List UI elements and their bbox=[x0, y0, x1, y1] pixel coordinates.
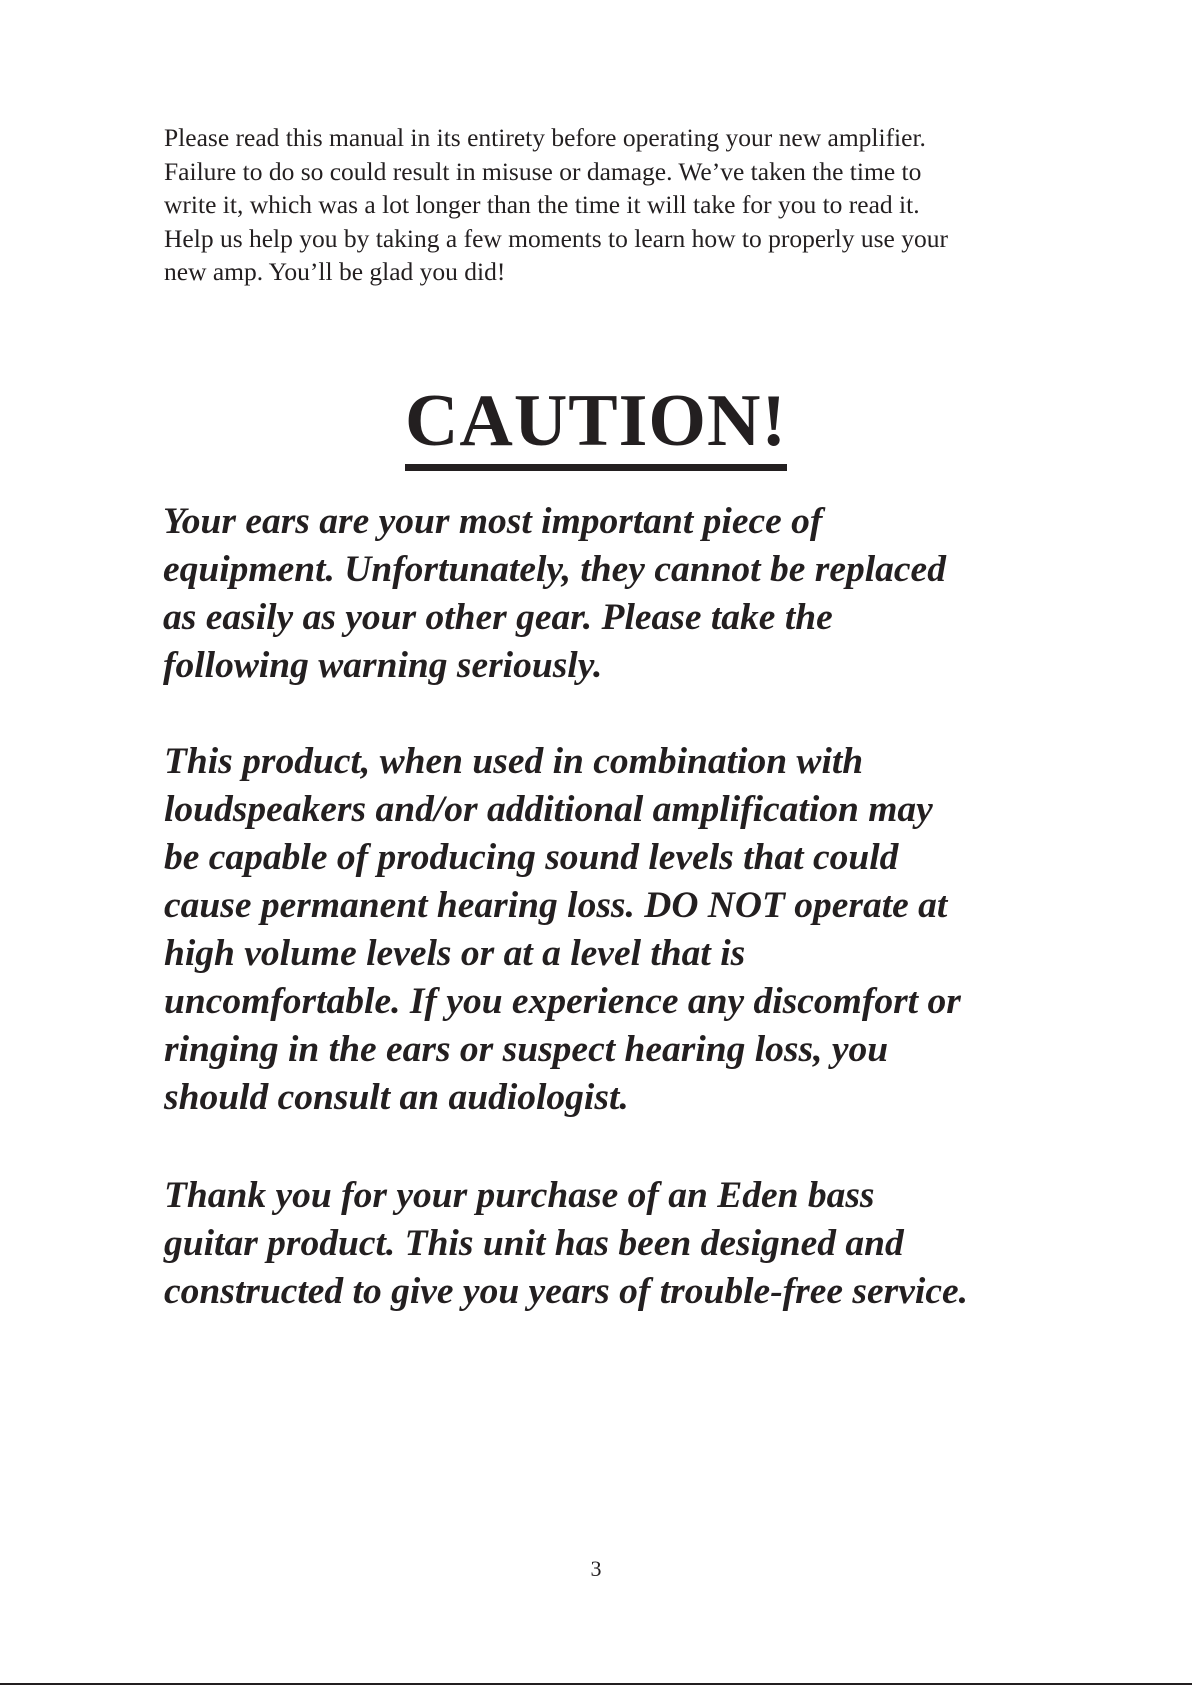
warning-line: constructed to give you years of trouble-free service. bbox=[164, 1271, 968, 1312]
intro-line: Please read this manual in its entirety before operating your new amplifier. bbox=[164, 123, 926, 152]
intro-line: Failure to do so could result in misuse or damage. We’ve taken the time to bbox=[164, 156, 922, 186]
warning-line: uncomfortable. If you experience any discomfort or bbox=[164, 981, 961, 1022]
warning-line: equipment. Unfortunately, they cannot be replaced bbox=[163, 549, 946, 590]
warning-line: be capable of producing sound levels that could bbox=[164, 837, 899, 878]
intro-line: new amp. You’ll be glad you did! bbox=[164, 257, 506, 286]
warning-line: Thank you for your purchase of an Eden bass bbox=[164, 1175, 875, 1216]
caution-heading-wrapper bbox=[0, 380, 1192, 471]
hearing-loss-warning-paragraph bbox=[164, 738, 1044, 1122]
warning-line: This product, when used in combination with bbox=[164, 741, 864, 782]
warning-line: guitar product. This unit has been designed and bbox=[164, 1223, 904, 1264]
thank-you-paragraph bbox=[164, 1172, 1044, 1316]
warning-line: as easily as your other gear. Please take the bbox=[163, 597, 833, 638]
ears-warning-paragraph bbox=[163, 498, 1043, 690]
intro-line: Help us help you by taking a few moments to learn how to properly use your bbox=[164, 223, 948, 253]
warning-line: cause permanent hearing loss. DO NOT operate at bbox=[164, 885, 948, 926]
intro-line: write it, which was a lot longer than the time it will take for you to read it. bbox=[164, 190, 920, 219]
page-number: 3 bbox=[590, 1556, 602, 1581]
warning-line: Your ears are your most important piece of bbox=[163, 501, 823, 542]
warning-line: high volume levels or at a level that is bbox=[164, 933, 746, 974]
warning-line: following warning seriously. bbox=[163, 645, 603, 686]
caution-heading: CAUTION! bbox=[405, 380, 787, 471]
intro-paragraph bbox=[164, 121, 1044, 289]
warning-line: should consult an audiologist. bbox=[164, 1077, 629, 1118]
warning-line: loudspeakers and/or additional amplification may bbox=[164, 789, 933, 830]
warning-line: ringing in the ears or suspect hearing loss, you bbox=[164, 1029, 889, 1070]
